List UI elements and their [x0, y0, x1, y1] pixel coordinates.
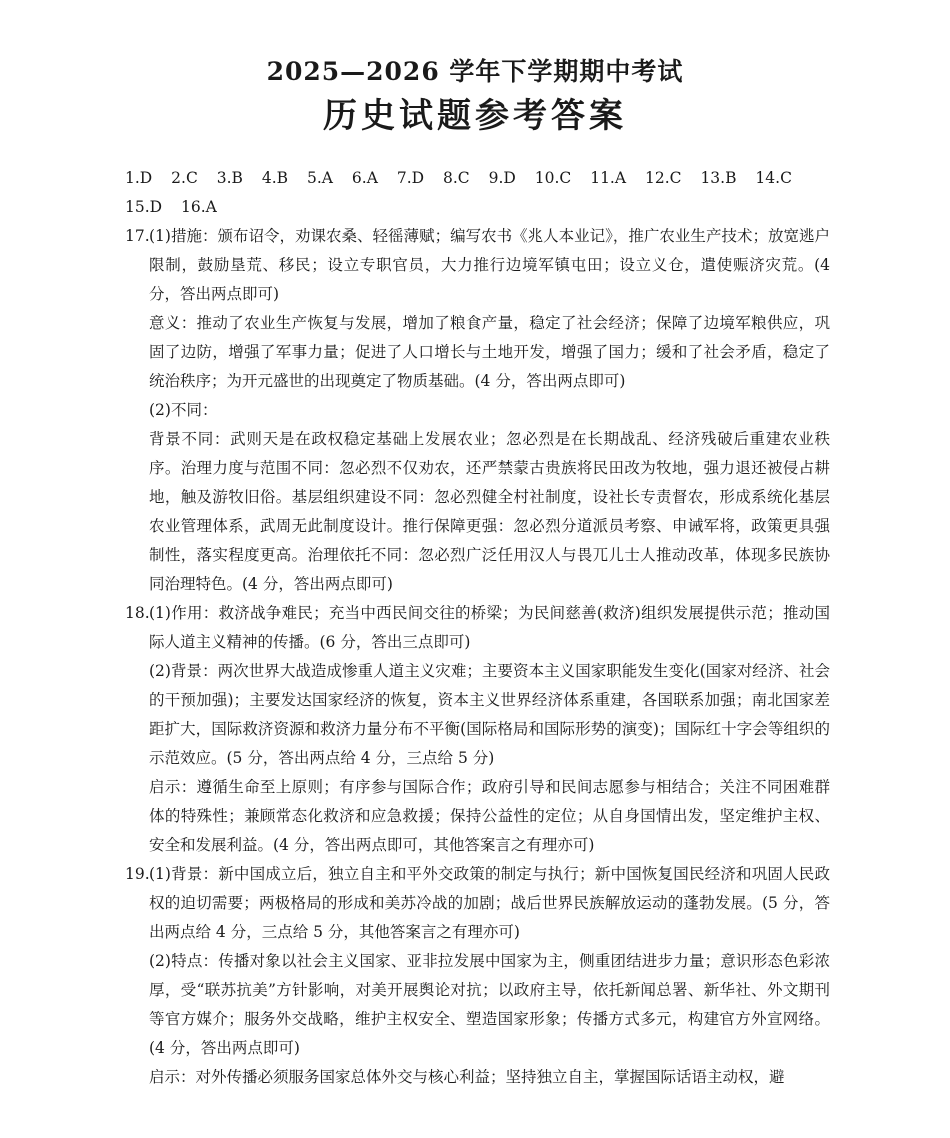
q17-part2-heading: (2)不同：	[149, 401, 218, 419]
question-17	[125, 222, 830, 599]
exam-title: 2025—2026 学年下学期期中考试	[266, 57, 684, 86]
answer-item: 7.D	[396, 169, 425, 187]
q19-part1-background: (1)背景：新中国成立后，独立自主和平外交政策的制定与执行；新中国恢复国民经济和巩固人民政权的迫切需要；两极格局的形成和美苏冷战的加剧；战后世界民族解放运动的蓬勃发展。(5 分，答出两点给 4 分，三点给 5 分，其他答案言之有理亦可)	[149, 865, 830, 941]
answer-item: 13.B	[700, 169, 737, 187]
answer-item: 2.C	[171, 169, 198, 187]
q19-part2-features: (2)特点：传播对象以社会主义国家、亚非拉发展中国家为主，侧重团结进步力量；意识形态色彩浓厚，受“联苏抗美”方针影响，对美开展舆论对抗；以政府主导，依托新闻总署、新华社、外文期刊等官方媒介；服务外交战略，维护主权安全、塑造国家形象；传播方式多元，构建官方外宣网络。(4 分，答出两点即可)	[149, 952, 830, 1057]
question-number: 19.	[125, 865, 150, 883]
answer-item: 10.C	[534, 169, 572, 187]
q17-part1-measures: (1)措施：颁布诏令，劝课农桑、轻徭薄赋；编写农书《兆人本业记》，推广农业生产技术；放宽逃户限制，鼓励垦荒、移民；设立专职官员，大力推行边境军镇屯田；设立义仓，遣使赈济灾荒。(4 分，答出两点即可)	[149, 227, 830, 303]
answer-item: 1.D	[125, 169, 153, 187]
answer-item: 3.B	[216, 169, 243, 187]
answer-item: 16.A	[181, 198, 217, 216]
question-19	[125, 860, 830, 1092]
answer-item: 5.A	[307, 169, 333, 187]
q17-part1-significance: 意义：推动了农业生产恢复与发展，增加了粮食产量，稳定了社会经济；保障了边境军粮供应，巩固了边防，增强了军事力量；促进了人口增长与土地开发，增强了国力；缓和了社会矛盾，稳定了统治秩序；为开元盛世的出现奠定了物质基础。(4 分，答出两点即可)	[149, 314, 830, 390]
q17-part2-differences: 背景不同：武则天是在政权稳定基础上发展农业；忽必烈是在长期战乱、经济残破后重建农业秩序。治理力度与范围不同：忽必烈不仅劝农，还严禁蒙古贵族将民田改为牧地，强力退还被侵占耕地，触及游牧旧俗。基层组织建设不同：忽必烈健全村社制度，设社长专责督农，形成系统化基层农业管理体系，武周无此制度设计。推行保障更强：忽必烈分道派员考察、申诫军将，政策更具强制性，落实程度更高。治理依托不同：忽必烈广泛任用汉人与畏兀儿士人推动改革，体现多民族协同治理特色。(4 分，答出两点即可)	[149, 430, 830, 593]
document-title: 历史试题参考答案	[323, 96, 627, 136]
question-18	[125, 599, 830, 860]
q19-part2-inspiration: 启示：对外传播必须服务国家总体外交与核心利益；坚持独立自主，掌握国际话语主动权，避	[149, 1068, 785, 1086]
answer-item: 6.A	[351, 169, 378, 187]
answer-item: 9.D	[488, 169, 516, 187]
multiple-choice-answers	[125, 164, 830, 222]
question-number: 18.	[125, 604, 150, 622]
answer-item: 12.C	[644, 169, 682, 187]
answer-content	[125, 164, 830, 1092]
q18-part2-inspiration: 启示：遵循生命至上原则；有序参与国际合作；政府引导和民间志愿参与相结合；关注不同困难群体的特殊性；兼顾常态化救济和应急救援；保持公益性的定位；从自身国情出发，坚定维护主权、安全和发展利益。(4 分，答出两点即可，其他答案言之有理亦可)	[149, 778, 830, 854]
answer-item: 14.C	[755, 169, 792, 187]
answer-item: 8.C	[443, 169, 470, 187]
answer-item: 15.D	[125, 198, 163, 216]
answer-item: 4.B	[261, 169, 289, 187]
q18-part1-role: (1)作用：救济战争难民；充当中西民间交往的桥梁；为民间慈善(救济)组织发展提供示范；推动国际人道主义精神的传播。(6 分，答出三点即可)	[149, 604, 830, 651]
answer-item: 11.A	[590, 169, 627, 187]
q18-part2-background: (2)背景：两次世界大战造成惨重人道主义灾难；主要资本主义国家职能发生变化(国家对经济、社会的干预加强)；主要发达国家经济的恢复，资本主义世界经济体系重建，各国联系加强；南北国家差距扩大，国际救济资源和救济力量分布不平衡(国际格局和国际形势的演变)；国际红十字会等组织的示范效应。(5 分，答出两点给 4 分，三点给 5 分)	[149, 662, 830, 767]
question-number: 17.	[125, 227, 150, 245]
